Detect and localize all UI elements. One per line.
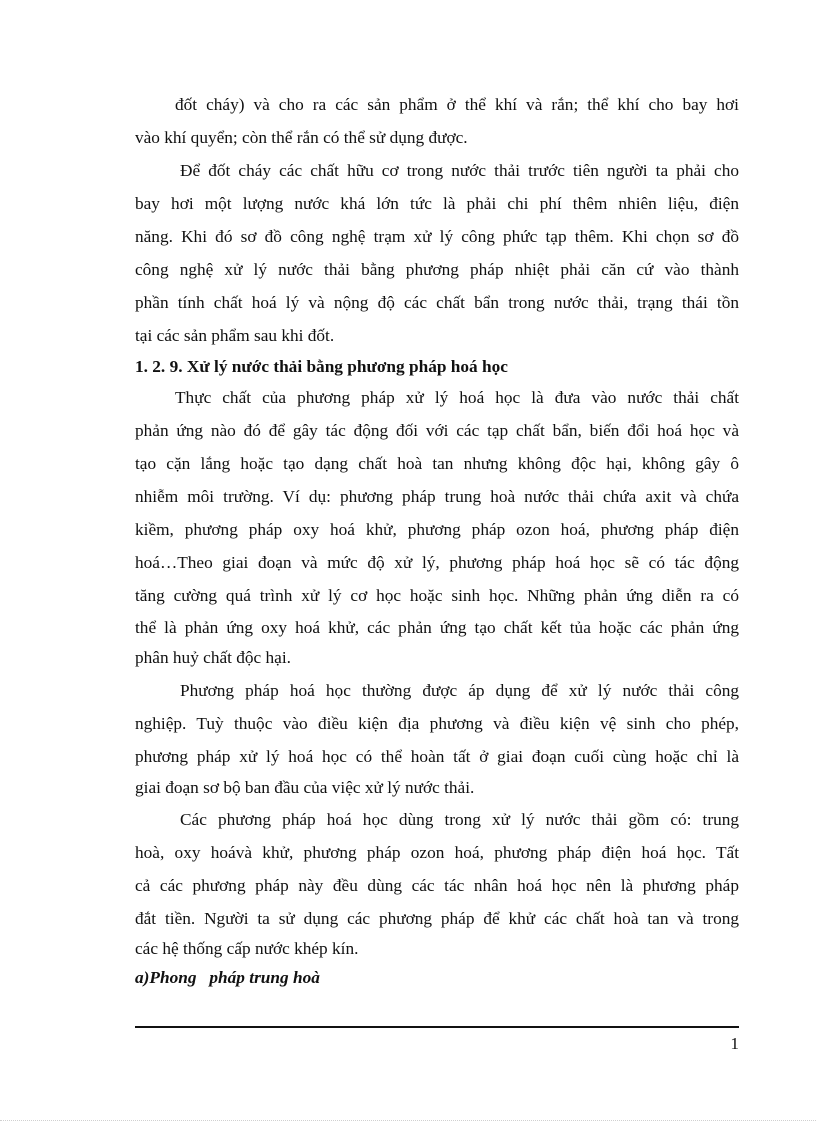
text-line: Phương pháp hoá học thường được áp dụng để xử lý nước thải công: [180, 681, 739, 700]
text-line: thể là phản ứng oxy hoá khử, các phản ứng tạo chất kết tủa hoặc các phản ứng: [135, 618, 739, 637]
text-line: hoà, oxy hoávà khử, phương pháp ozon hoá, phương pháp điện hoá học. Tất: [135, 843, 739, 862]
text-line: Thực chất của phương pháp xử lý hoá học là đưa vào nước thải chất: [175, 388, 739, 407]
text-line: kiềm, phương pháp oxy hoá khử, phương pháp ozon hoá, phương pháp điện: [135, 520, 739, 539]
page-number: 1: [730, 1034, 739, 1053]
text-line: nghiệp. Tuỳ thuộc vào điều kiện địa phương và điều kiện vệ sinh cho phép,: [135, 714, 739, 733]
text-line: các hệ thống cấp nước khép kín.: [135, 939, 359, 958]
text-line: phần tính chất hoá lý và nộng độ các chất bẩn trong nước thải, trạng thái tồn: [135, 293, 739, 312]
text-line: nhiễm môi trường. Ví dụ: phương pháp trung hoà nước thải chứa axit và chứa: [135, 487, 739, 506]
text-line: công nghệ xử lý nước thải bằng phương pháp nhiệt phải căn cứ vào thành: [135, 260, 739, 279]
text-line: Các phương pháp hoá học dùng trong xử lý nước thải gồm có: trung: [180, 810, 739, 829]
text-line: đốt cháy) và cho ra các sản phẩm ở thể khí và rắn; thể khí cho bay hơi: [175, 95, 739, 114]
text-line: năng. Khi đó sơ đồ công nghệ trạm xử lý công phức tạp thêm. Khi chọn sơ đồ: [135, 227, 739, 246]
text-line: tăng cường quá trình xử lý cơ học hoặc sinh học. Những phản ứng diễn ra có: [135, 586, 739, 605]
text-line: bay hơi một lượng nước khá lớn tức là phải chi phí thêm nhiên liệu, điện: [135, 194, 739, 213]
text-line: hoá…Theo giai đoạn và mức độ xử lý, phương pháp hoá học sẽ có tác động: [135, 553, 739, 572]
subsection-heading: a)Phong pháp trung hoà: [135, 968, 320, 987]
text-line: phản ứng nào đó để gây tác động đối với các tạp chất bẩn, biến đổi hoá học và: [135, 421, 739, 440]
text-line: Để đốt cháy các chất hữu cơ trong nước thải trước tiên người ta phải cho: [180, 161, 739, 180]
text-line: phương pháp xử lý hoá học có thể hoàn tất ở giai đoạn cuối cùng hoặc chỉ là: [135, 747, 739, 766]
page-bottom-edge: [0, 1120, 816, 1121]
section-heading: 1. 2. 9. Xử lý nước thải bằng phương pháp hoá học: [135, 357, 508, 376]
text-line: cả các phương pháp này đều dùng các tác nhân hoá học nên là phương pháp: [135, 876, 739, 895]
text-line: phân huỷ chất độc hại.: [135, 648, 291, 667]
text-line: vào khí quyển; còn thể rắn có thể sử dụng được.: [135, 128, 468, 147]
text-line: tại các sản phẩm sau khi đốt.: [135, 326, 335, 345]
text-line: tạo cặn lắng hoặc tạo dạng chất hoà tan nhưng không độc hại, không gây ô: [135, 454, 739, 473]
text-line: đắt tiền. Người ta sử dụng các phương pháp để khử các chất hoà tan và trong: [135, 909, 739, 928]
text-line: giai đoạn sơ bộ ban đầu của việc xử lý nước thải.: [135, 778, 475, 797]
footer-rule: [135, 1026, 739, 1028]
